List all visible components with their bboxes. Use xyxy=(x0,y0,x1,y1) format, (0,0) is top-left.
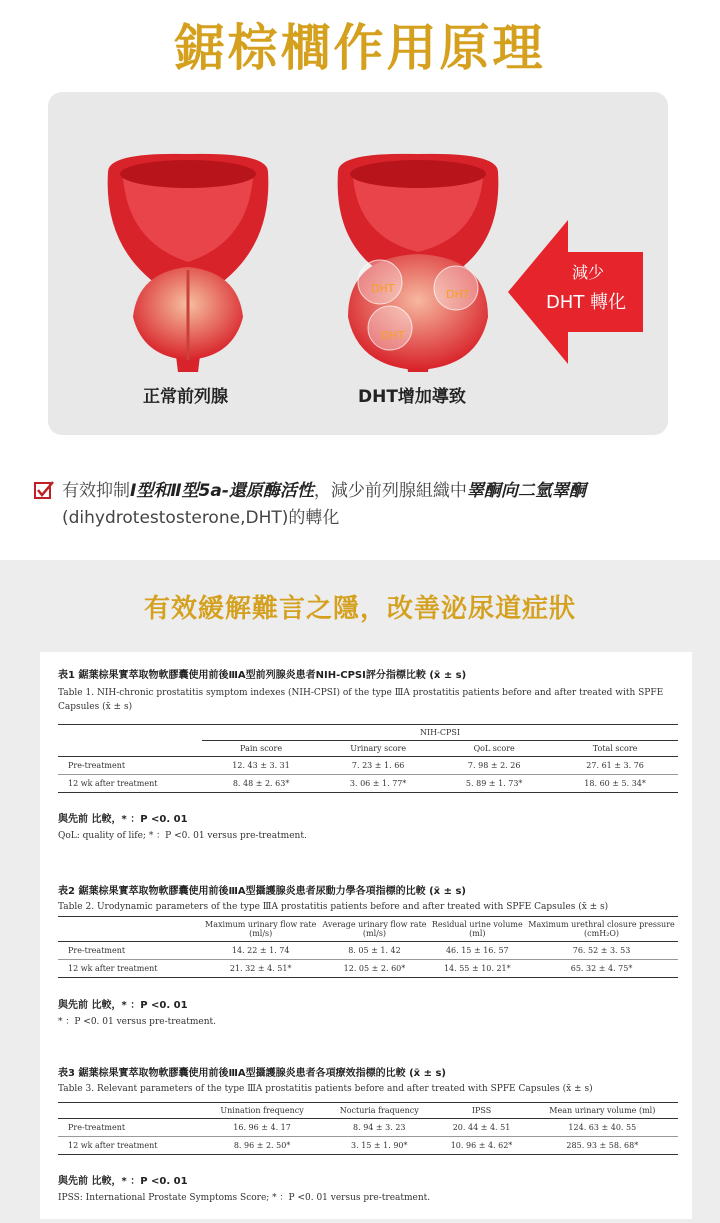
table-cell: 8. 96 ± 2. 50* xyxy=(233,1141,291,1150)
table1-caption-cn: 表1 鋸葉棕果實萃取物軟膠囊使用前後ⅢA型前列腺炎患者NIH-CPSI評分指標比較 (x̄ ± s) xyxy=(58,670,467,681)
table1-col: Total score xyxy=(592,744,638,753)
row-label: Pre-treatment xyxy=(68,761,126,770)
table2-caption-en: Table 2. Urodynamic parameters of the type ⅢA prostatitis patients before and after treated with SPFE Capsules (x̄ ± s) xyxy=(58,902,609,912)
table1-col: QoL score xyxy=(473,744,515,753)
note-text: 有效抑制 xyxy=(62,481,130,501)
reduce-dht-arrow xyxy=(498,212,648,372)
table-cell: 46. 15 ± 16. 57 xyxy=(445,946,509,955)
dht-bubble-label: DHT xyxy=(446,288,470,301)
table3-foot-en: IPSS: International Prostate Symptoms Score; * ：P <0. 01 versus pre-treatment. xyxy=(58,1193,431,1203)
arrow-line2: DHT 轉化 xyxy=(545,292,627,313)
table-cell: 12. 05 ± 2. 60* xyxy=(343,964,406,973)
table3-col: Nocturia fraquency xyxy=(339,1106,419,1115)
table-cell: 3. 06 ± 1. 77* xyxy=(349,779,407,788)
table-cell: 8. 05 ± 1. 42 xyxy=(348,946,401,955)
normal-prostate-illustration xyxy=(88,142,288,382)
table2-col: Maximum urinary flow rate (ml/s) xyxy=(205,920,317,938)
table3-col: IPSS xyxy=(471,1106,492,1115)
table3-caption-en: Table 3. Relevant parameters of the type ⅢA prostatitis patients before and after treated with SPFE Capsules (x̄ ± s) xyxy=(58,1084,593,1094)
table-cell: 27. 61 ± 3. 76 xyxy=(586,761,644,770)
arrow-line1: 減少 xyxy=(571,263,604,282)
table-cell: 3. 15 ± 1. 90* xyxy=(351,1141,408,1150)
table-row xyxy=(58,942,678,960)
note-enzyme: Ⅰ型和Ⅱ型5a-還原酶活性 xyxy=(130,481,314,501)
table-cell: 285. 93 ± 58. 68* xyxy=(566,1141,639,1150)
table-cell: 14. 55 ± 10. 21* xyxy=(443,964,511,973)
table2-caption-cn: 表2 鋸葉棕果實萃取物軟膠囊使用前後ⅢA型攝護腺炎患者尿動力學各項指標的比較 (x̄ ± s) xyxy=(58,886,466,897)
table1-col: Urinary score xyxy=(350,744,407,753)
clinical-tables-paper xyxy=(40,652,692,1219)
table-row xyxy=(58,960,678,978)
table-cell: 18. 60 ± 5. 34* xyxy=(584,779,646,788)
table2-foot-cn: 與先前 比較，* ：P <0. 01 xyxy=(58,1000,188,1011)
dht-bubble-label: DHT xyxy=(371,282,395,295)
table-cell: 5. 89 ± 1. 73* xyxy=(465,779,523,788)
mechanism-note xyxy=(34,478,674,532)
table2 xyxy=(58,916,678,978)
table1 xyxy=(58,724,678,793)
table-cell: 7. 98 ± 2. 26 xyxy=(467,761,521,770)
table1-caption-en: Table 1. NIH-chronic prostatitis symptom indexes (NIH-CPSI) of the type ⅢA prostatitis patients before and after treated with SPFE Capsules (x̄ ± s) xyxy=(58,688,664,712)
row-label: 12 wk after treatment xyxy=(68,1141,158,1150)
diagram-panel xyxy=(48,92,668,435)
table3 xyxy=(58,1102,678,1155)
row-label: Pre-treatment xyxy=(68,946,126,955)
row-label: 12 wk after treatment xyxy=(68,779,158,788)
table2-foot-en: * ：P <0. 01 versus pre-treatment. xyxy=(58,1017,216,1027)
table-row xyxy=(58,775,678,793)
table2-col: Residual urine volume (ml) xyxy=(431,920,523,938)
table-cell: 21. 32 ± 4. 51* xyxy=(229,964,292,973)
row-label: Pre-treatment xyxy=(68,1123,126,1132)
dht-bubble-label: DHT xyxy=(381,329,405,342)
table-cell: 8. 94 ± 3. 23 xyxy=(353,1123,406,1132)
table1-foot-cn: 與先前 比較，* ：P <0. 01 xyxy=(58,814,188,825)
note-text: (dihydrotestosterone,DHT)的轉化 xyxy=(62,508,340,528)
table2-col: Maximum urethral closure pressure (cmH₂O) xyxy=(528,920,675,938)
table-cell: 16. 96 ± 4. 17 xyxy=(233,1123,291,1132)
table-cell: 124. 63 ± 40. 55 xyxy=(568,1123,637,1132)
note-testosterone: 睪酮向二氫睪酮 xyxy=(466,481,586,501)
clinical-section xyxy=(0,560,720,1223)
table-row xyxy=(58,1119,678,1137)
table-row xyxy=(58,1137,678,1155)
table-cell: 8. 48 ± 2. 63* xyxy=(232,779,290,788)
normal-caption: 正常前列腺 xyxy=(143,387,228,407)
table-cell: 65. 32 ± 4. 75* xyxy=(570,964,633,973)
table3-col: Unination frequency xyxy=(220,1106,304,1115)
table-cell: 7. 23 ± 1. 66 xyxy=(351,761,405,770)
note-text: ，減少前列腺組織中 xyxy=(313,481,467,501)
table-cell: 76. 52 ± 3. 53 xyxy=(572,946,631,955)
table1-group-header: NIH-CPSI xyxy=(202,725,678,741)
dht-prostate-illustration xyxy=(318,142,518,382)
mechanism-section xyxy=(0,0,720,560)
table3-caption-cn: 表3 鋸葉棕果實萃取物軟膠囊使用前後ⅢA型攝護腺炎患者各項療效指標的比較 (x̄ ± s) xyxy=(58,1068,446,1079)
row-label: 12 wk after treatment xyxy=(68,964,158,973)
section-title: 有效緩解難言之隱，改善泌尿道症狀 xyxy=(143,594,576,624)
table3-foot-cn: 與先前 比較，* ：P <0. 01 xyxy=(58,1176,188,1187)
table2-col: Average urinary flow rate (ml/s) xyxy=(322,920,427,938)
table-cell: 10. 96 ± 4. 62* xyxy=(450,1141,513,1150)
table1-col: Pain score xyxy=(240,744,283,753)
table3-col: Mean urinary volume (ml) xyxy=(549,1106,656,1115)
page-title: 鋸棕櫚作用原理 xyxy=(174,19,546,77)
table1-foot-en: QoL: quality of life; * ：P <0. 01 versus pre-treatment. xyxy=(58,831,307,841)
table-cell: 12. 43 ± 3. 31 xyxy=(232,761,290,770)
table-cell: 20. 44 ± 4. 51 xyxy=(452,1123,511,1132)
table-row xyxy=(58,757,678,775)
dht-caption: DHT增加導致 xyxy=(358,387,466,407)
table-cell: 14. 22 ± 1. 74 xyxy=(231,946,290,955)
